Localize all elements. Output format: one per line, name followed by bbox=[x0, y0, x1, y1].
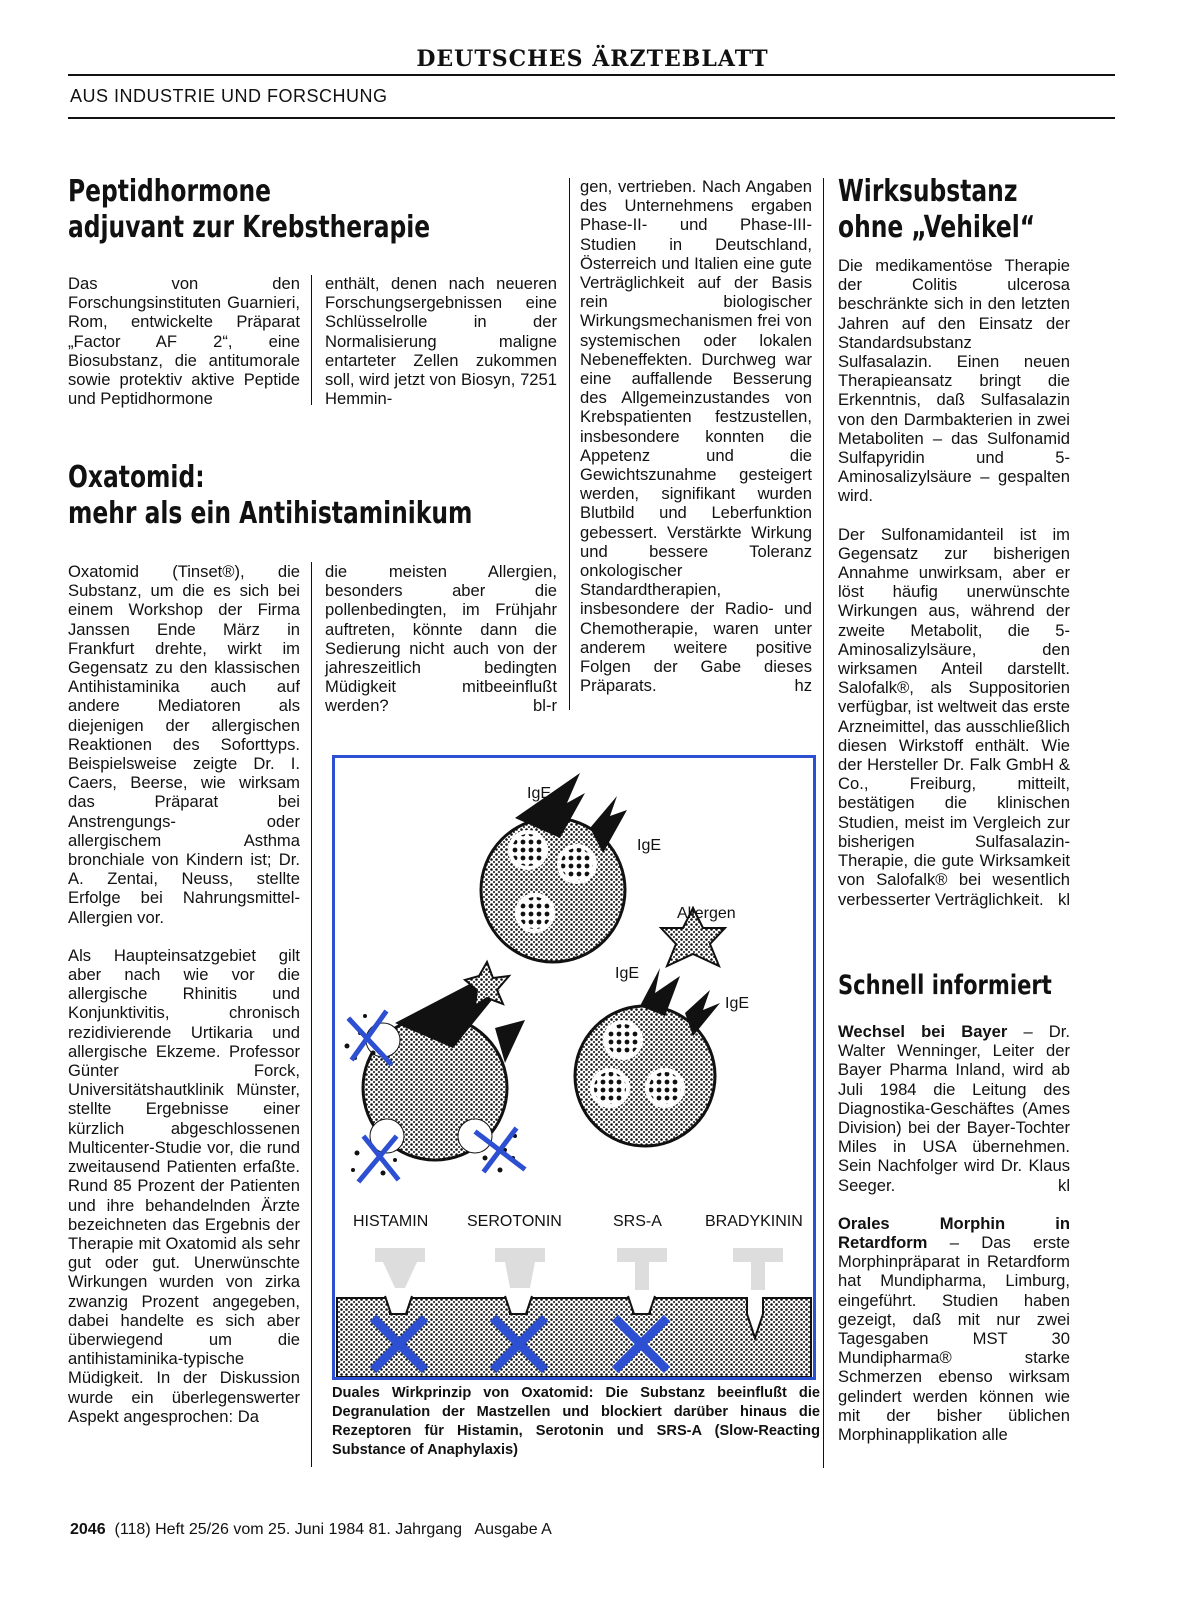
article1-signature: hz bbox=[794, 676, 812, 696]
article1-col2-text: enthält, denen nach neueren Forschungsergebnissen eine Schlüsselrolle in der Normalisierung maligne entarteter Zellen zukommen soll, wird jetzt von Biosyn, 7251 Hemmin- bbox=[325, 274, 557, 409]
mediator-shapes bbox=[375, 1248, 783, 1290]
page-number: 2046 bbox=[70, 1521, 106, 1538]
column-rule bbox=[569, 178, 570, 710]
page-footer bbox=[70, 1521, 552, 1539]
article1-col3 bbox=[580, 177, 812, 695]
article3-p2: Der Sulfonamidanteil ist im Gegensatz zur bisherigen Annahme unwirksam, aber er löst häufig unerwünschte Wirkungen aus, während der zweite Metabolit, die 5-Aminosalizylsäure, den wirksamen Anteil darstellt. Salofalk®, als Suppositorien verfügbar, ist weltweit das erste Arzneimittel, das ausschließlich diesen Wirkstoff enthält. Wie der Hersteller Dr. Falk GmbH & Co., Freiburg, mitteilt, bestätigen die klinischen Studien, meist im Vergleich zur bisherigen Sulfasalazin-Therapie, die gute Wirksamkeit von Salofalk® bei wesentlich verbesserter Verträglichkeit. kl bbox=[838, 524, 1070, 909]
ige-label: IgE bbox=[527, 785, 552, 802]
allergen-label: Allergen bbox=[677, 905, 736, 922]
article2-title-line2: mehr als ein Antihistaminikum bbox=[68, 496, 473, 531]
article3-p1: Die medikamentöse Therapie der Colitis ulcerosa beschränkte sich in den letzten Jahren auf den Einsatz der Standardsubstanz Sulfasalazin. Einen neuen Therapieansatz bringt die Erkenntnis, daß Sulfasalazin von den Darmbakterien in zwei Metaboliten – das Sulfonamid Sulfapyridin und 5-Aminosalizylsäure – gespalten wird. bbox=[838, 256, 1070, 506]
article4-item1: Wechsel bei Bayer – Dr. Walter Wenninger, Leiter der Bayer Pharma Inland, wird ab Juli 1984 die Leitung des Diagnostika-Geschäftes (Ames Division) bei der Bayer-Tochter Miles in USA übernehmen. Sein Nachfolger wird Dr. Klaus Seeger. kl bbox=[838, 1022, 1070, 1195]
mast-cell-left bbox=[345, 962, 526, 1180]
article1-col2 bbox=[325, 274, 557, 408]
article3-signature: kl bbox=[1058, 889, 1070, 909]
article4-body bbox=[838, 1022, 1070, 1444]
issue-info: (118) Heft 25/26 vom 25. Juni 1984 81. Jahrgang Ausgabe A bbox=[114, 1521, 552, 1538]
article4-item2: Orales Morphin in Retardform – Das erste Morphinpräparat in Retardform hat Mundipharma, Limburg, eingeführt. Studien haben gezeigt, daß mit nur zwei Tagesgaben MST 30 Mundipharma® starke Schmerzen ebenso wirksam gelindert werden können wie mit der bisher üblichen Morphinapplikation alle bbox=[838, 1213, 1070, 1445]
figure-frame bbox=[332, 755, 816, 1380]
figure-caption: Duales Wirkprinzip von Oxatomid: Die Substanz beeinflußt die Degranulation der Mastzellen und blockiert darüber hinaus die Rezeptoren für Histamin, Serotonin und SRS-A (Slow-Reacting Substance of Anaphylaxis) bbox=[332, 1385, 820, 1458]
mediator-srs-a: SRS-A bbox=[613, 1213, 662, 1230]
mast-cell-top bbox=[481, 773, 627, 962]
mediator-bradykinin: BRADYKININ bbox=[705, 1213, 803, 1230]
article1-title-line2: adjuvant zur Krebstherapie bbox=[68, 210, 431, 245]
article3-headline bbox=[838, 174, 1035, 246]
column-rule bbox=[311, 275, 312, 405]
article2-col2-text: die meisten Allergien, besonders aber die pollenbedingten, im Frühjahr auftreten, könnte dann die Sedierung nicht auch von der jahreszeitlich bedingten Müdigkeit mitbeeinflußt werden? bl-r bbox=[325, 562, 557, 716]
column-rule bbox=[823, 178, 824, 1468]
article2-col1-p2: Als Haupteinsatzgebiet gilt aber nach wie vor die allergische Rhinitis und Konjunktivitis, chronisch rezidivierende Urtikaria und allergische Ekzeme. Professor Günter Forck, Universitätshautklinik Münster, stellte Ergebnisse einer kürzlich abgeschlossenen Multicenter-Studie vor, die rund zweitausend Patienten erfaßte. Rund 85 Prozent der Patienten und ihre behandelnden Ärzte bezeichneten das Ergebnis der Therapie mit Oxatomid als sehr gut oder gut. Unerwünschte Wirkungen wurden von zirka zwanzig Prozent angegeben, dabei handelte es sich aber überwiegend um die antihistaminika-typische Müdigkeit. In der Diskussion wurde ein überlegenswerter Aspekt angesprochen: Da bbox=[68, 945, 300, 1426]
article3-title-line1: Wirksubstanz bbox=[838, 174, 1018, 209]
masthead-rule bbox=[68, 74, 1115, 76]
article1-headline bbox=[68, 174, 430, 246]
article2-col1-p1: Oxatomid (Tinset®), die Substanz, um die es sich bei einem Workshop der Firma Janssen Ende März in Frankfurt drehte, wirkt im Gegensatz zu den klassischen Antihistaminika auch auf andere Mediatoren als diejenigen der allergischen Reaktionen des Soforttyps. Beispielsweise zeigte Dr. I. Caers, Beerse, wie wirksam das Präparat bei Anstrengungs- oder allergischem Asthma bronchiale von Kindern ist; Dr. A. Zentai, Neuss, stellte Erfolge bei Nahrungsmittel-Allergien vor. bbox=[68, 562, 300, 927]
article2-title-line1: Oxatomid: bbox=[68, 460, 205, 495]
article2-signature: bl-r bbox=[533, 696, 557, 716]
article1-col3-text: gen, vertrieben. Nach Angaben des Unternehmens ergaben Phase-II- und Phase-III-Studien in Deutschland, Österreich und Italien eine gute Verträglichkeit auf der Basis rein biologischer Wirkungsmechanismen frei von systemischen oder lokalen Nebeneffekten. Durchweg war eine auffallende Besserung des Allgemeinzustandes von Krebspatienten festzustellen, insbesondere konnten die Appetenz und die Gewichtszunahme gesteigert werden, signifikant wurden Blutbild und Leberfunktion gebessert. Verstärkte Wirkung und bessere Toleranz onkologischer Standardtherapien, insbesondere der Radio- und Chemotherapie, waren unter anderem weitere positive Folgen der Gabe dieses Präparats. hz bbox=[580, 177, 812, 696]
mediator-histamin: HISTAMIN bbox=[353, 1213, 429, 1230]
article3-title-line2: ohne „Vehikel“ bbox=[838, 210, 1036, 245]
article2-col2 bbox=[325, 562, 557, 716]
section-rule bbox=[68, 117, 1115, 119]
ige-label: IgE bbox=[637, 837, 662, 854]
column-rule bbox=[311, 562, 312, 1467]
article1-col1-text: Das von den Forschungsinstituten Guarnieri, Rom, entwickelte Präparat „Factor AF 2“, eine Biosubstanz, die antitumorale sowie protektiv aktive Peptide und Peptidhormone bbox=[68, 274, 300, 409]
mediator-serotonin: SEROTONIN bbox=[467, 1213, 562, 1230]
masthead: DEUTSCHES ÄRZTEBLATT bbox=[416, 46, 769, 72]
mast-cell-right bbox=[575, 968, 720, 1146]
article4-item1-signature: kl bbox=[1058, 1175, 1070, 1195]
mast-cell-diagram bbox=[335, 758, 813, 1377]
article2-col1 bbox=[68, 562, 300, 1426]
article2-headline bbox=[68, 460, 472, 532]
article4-title: Schnell informiert bbox=[838, 970, 1052, 1001]
article1-title-line1: Peptidhormone bbox=[68, 174, 271, 209]
article3-body bbox=[838, 256, 1070, 909]
section-title: AUS INDUSTRIE UND FORSCHUNG bbox=[70, 86, 388, 106]
ige-label: IgE bbox=[725, 995, 750, 1012]
ige-label: IgE bbox=[615, 965, 640, 982]
article1-col1 bbox=[68, 274, 300, 408]
